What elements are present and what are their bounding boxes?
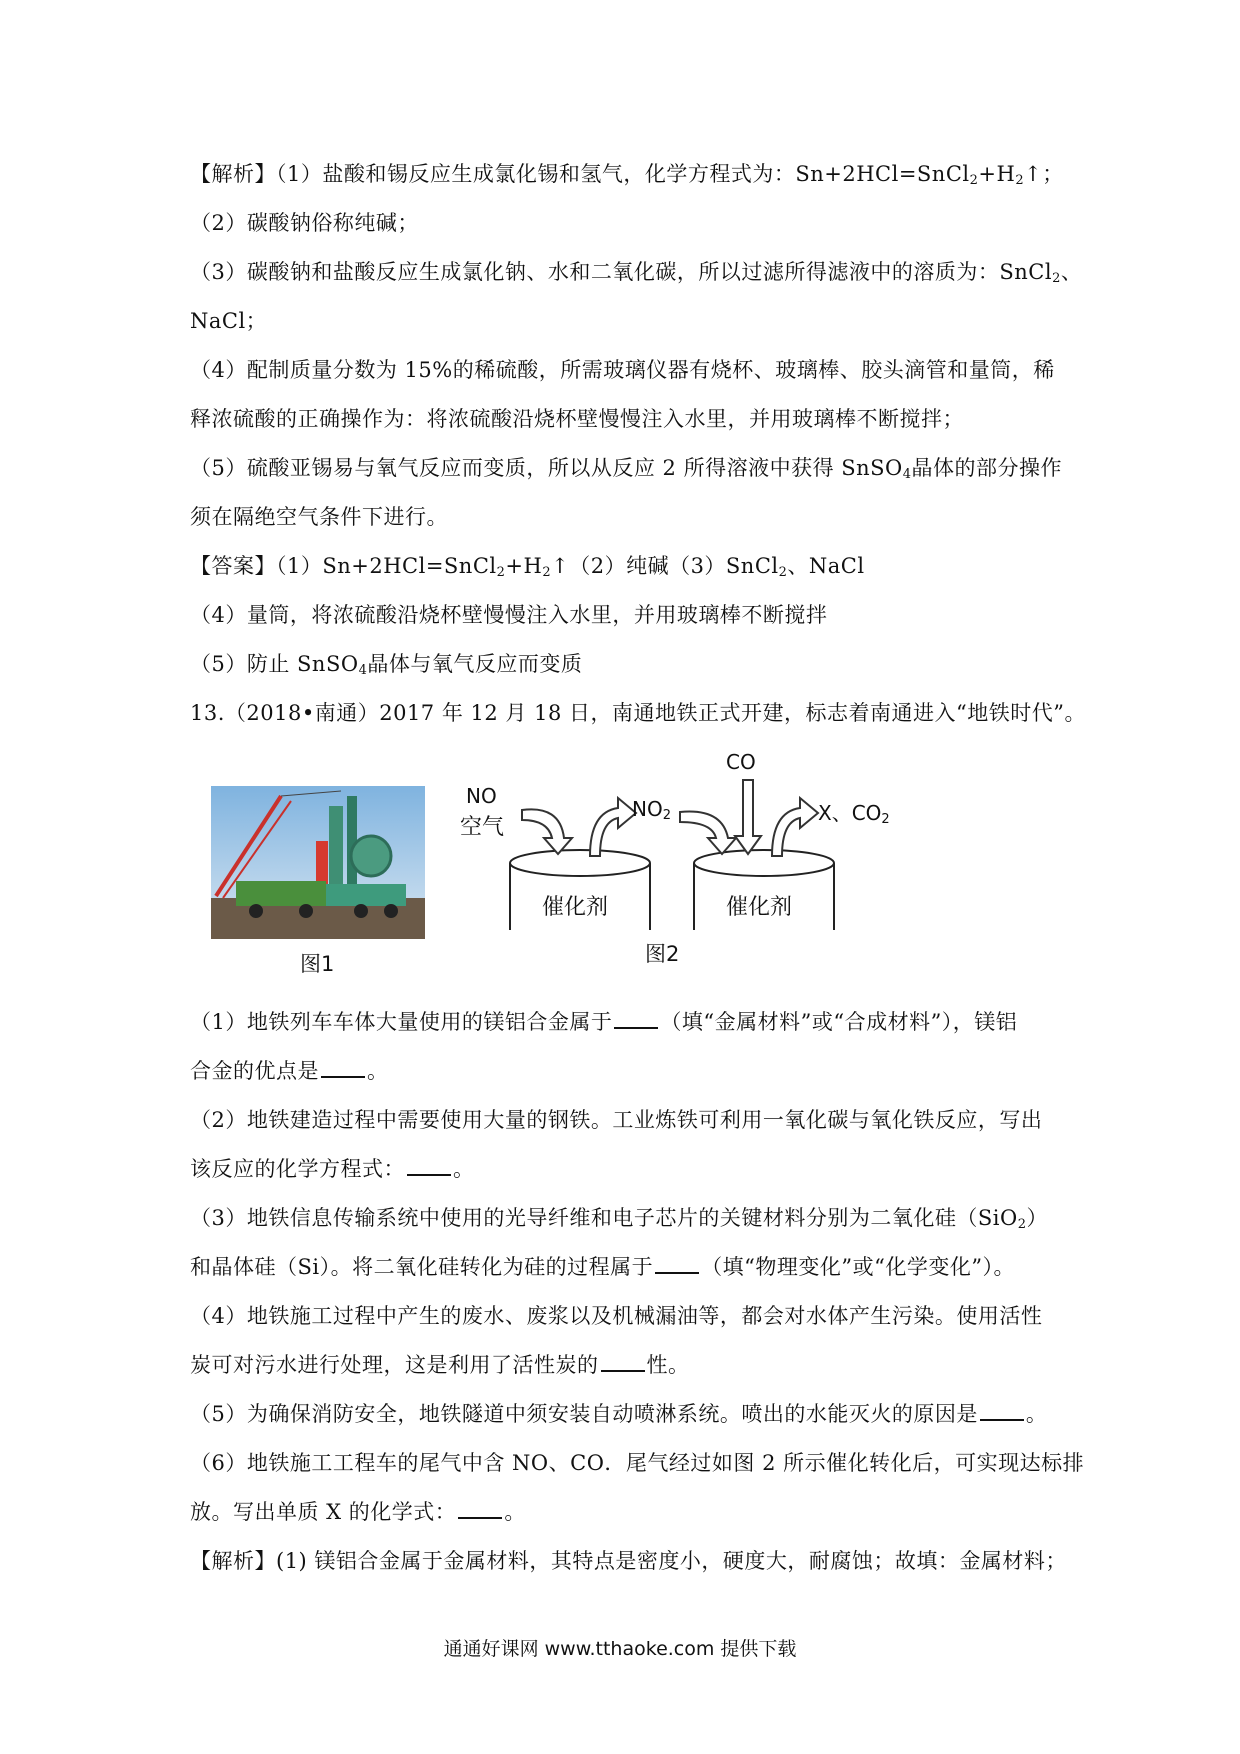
q13-analysis-line1: 【解析】(1) 镁铝合金属于金属材料，其特点是密度小，硬度大，耐腐蚀；故填：金属材料；	[190, 1549, 1067, 1573]
catalyst-diagram-svg	[460, 750, 920, 950]
analysis-line-5: （4）配制质量分数为 15%的稀硫酸，所需玻璃仪器有烧杯、玻璃棒、胶头滴管和量筒，稀	[190, 358, 1055, 382]
figure-2-diagram	[460, 750, 920, 950]
label-catalyst-right: 催化剂	[726, 895, 793, 920]
figure-1-photo	[211, 786, 425, 939]
q13-part6-line1: （6）地铁施工工程车的尾气中含 NO、CO．尾气经过如图 2 所示催化转化后，可实现达标排	[190, 1451, 1085, 1475]
answer-blank[interactable]	[655, 1254, 699, 1274]
arrow-in-left-icon	[522, 809, 572, 854]
label-no2: $NO_2$	[632, 797, 671, 823]
answer-blank[interactable]	[980, 1401, 1024, 1421]
q13-part2-line2: 该反应的化学方程式： 。	[190, 1157, 475, 1181]
analysis-line-6: 释浓硫酸的正确操作为：将浓硫酸沿烧杯壁慢慢注入水里，并用玻璃棒不断搅拌；	[190, 407, 964, 431]
q13-part1-line2: 合金的优点是 。	[190, 1059, 389, 1083]
answer-line-1: 【答案】$(1)Sn+2HCl=SnCl_2+H_2↑(2)$纯碱（3）SnCl$_2$、NaCl	[190, 554, 865, 580]
answer-line-2: （4）量筒，将浓硫酸沿烧杯壁慢慢注入水里，并用玻璃棒不断搅拌	[190, 603, 828, 627]
analysis-line-8: 须在隔绝空气条件下进行。	[190, 505, 448, 529]
q13-part4-line1: （4）地铁施工过程中产生的废水、废浆以及机械漏油等，都会对水体产生污染。使用活性	[190, 1304, 1043, 1328]
answer-blank[interactable]	[407, 1156, 451, 1176]
analysis-line-7: （5）硫酸亚锡易与氧气反应而变质，所以从反应 2 所得溶液中获得 SnSO$_4$晶体的部分操作	[190, 456, 1063, 482]
arrow-in-right-icon	[680, 812, 736, 854]
question-13-intro: 13.（2018•南通）2017 年 12 月 18 日，南通地铁正式开建，标志着南通进入“地铁时代”。	[190, 701, 1086, 725]
analysis-line-4: NaCl；	[190, 309, 268, 333]
arrow-down-co-icon	[735, 780, 761, 854]
analysis-line-1: 【解析】（1）盐酸和锡反应生成氯化锡和氢气，化学方程式为：$Sn+2HCl=SnCl_2+H_2↑$；	[190, 162, 1064, 188]
q13-part5-line1: （5）为确保消防安全，地铁隧道中须安装自动喷淋系统。喷出的水能灭火的原因是 。	[190, 1402, 1048, 1426]
answer-blank[interactable]	[458, 1499, 502, 1519]
label-no: NO	[466, 784, 497, 808]
answer-blank[interactable]	[614, 1009, 658, 1029]
answer-line-3: （5）防止 SnSO$_4$晶体与氧气反应而变质	[190, 652, 583, 678]
figure-1-caption: 图1	[300, 952, 335, 976]
label-catalyst-left: 催化剂	[542, 895, 609, 920]
q13-part2-line1: （2）地铁建造过程中需要使用大量的钢铁。工业炼铁可利用一氧化碳与氧化铁反应，写出	[190, 1108, 1043, 1132]
page-footer: 通通好课网 www.tthaoke.com 提供下载	[443, 1638, 797, 1660]
answer-blank[interactable]	[321, 1058, 365, 1078]
q13-part4-line2: 炭可对污水进行处理，这是利用了活性炭的 性。	[190, 1353, 690, 1377]
q13-part6-line2: 放。写出单质 X 的化学式： 。	[190, 1500, 526, 1524]
arrow-out-right-icon	[772, 798, 818, 856]
q13-part3-line1: （3）地铁信息传输系统中使用的光导纤维和电子芯片的关键材料分别为二氧化硅（SiO$_2$）	[190, 1206, 1048, 1232]
label-co: CO	[726, 750, 756, 774]
q13-part3-line2: 和晶体硅（Si）。将二氧化硅转化为硅的过程属于 （填“物理变化”或“化学变化”）。	[190, 1255, 1016, 1279]
label-x-co2: X、$CO_2$	[818, 801, 890, 827]
label-air: 空气	[460, 815, 505, 840]
analysis-line-3: （3）碳酸钠和盐酸反应生成氯化钠、水和二氧化碳，所以过滤所得滤液中的溶质为：SnCl$_2$、	[190, 260, 1083, 286]
analysis-line-2: （2）碳酸钠俗称纯碱；	[190, 211, 419, 235]
arrow-out-left-icon	[590, 798, 636, 856]
figure-2-caption: 图2	[645, 942, 680, 966]
q13-part1-line1: （1）地铁列车车体大量使用的镁铝合金属于 （填“金属材料”或“合成材料”），镁铝	[190, 1010, 1018, 1034]
answer-blank[interactable]	[601, 1352, 645, 1372]
